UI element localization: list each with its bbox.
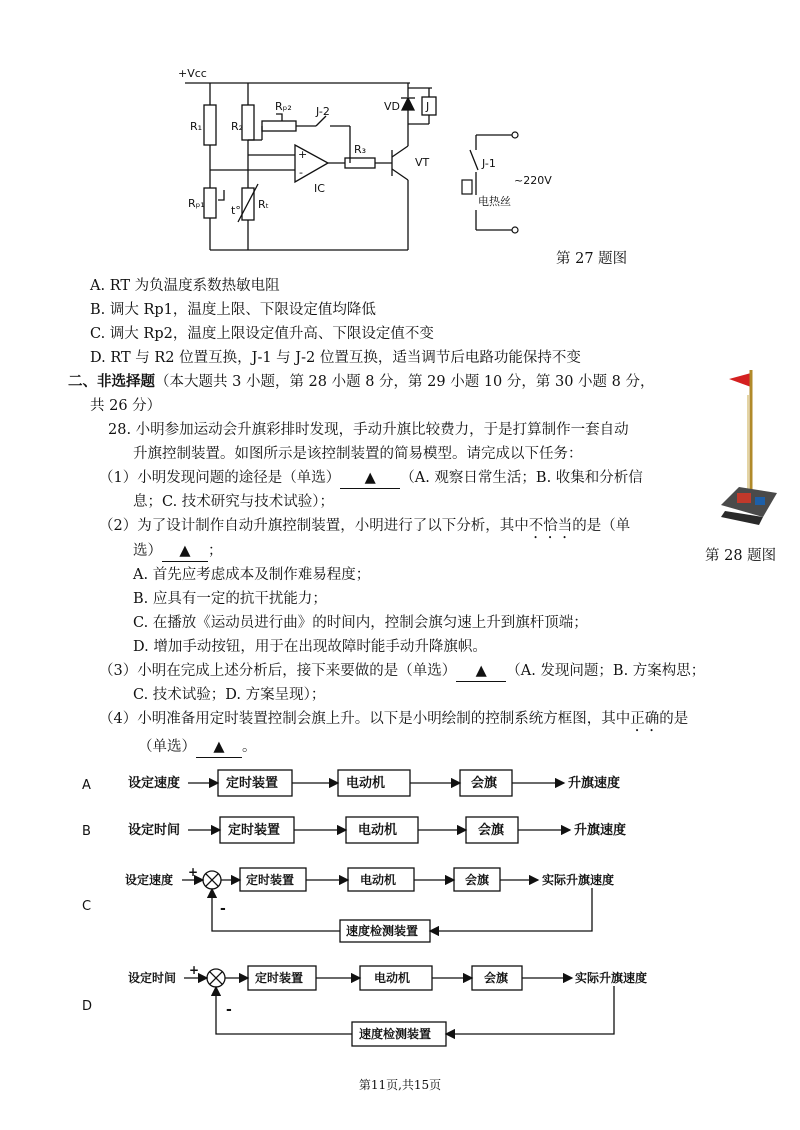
diagram-d-feedback: 速度检测装置: [359, 1027, 432, 1041]
diagram-d-flag: 会旗: [484, 971, 509, 985]
diagram-c-flag: 会旗: [465, 873, 490, 887]
diagram-c-motor: 电动机: [360, 873, 397, 887]
vcc-label: +Vcc: [178, 67, 207, 80]
block-diagrams: [0, 760, 800, 1090]
diagram-b-flag: 会旗: [478, 823, 505, 838]
section-desc: （本大题共 3 小题，第 28 小题 8 分，第 29 小题 10 分，第 30 小题 8 分，: [155, 374, 655, 390]
diagram-a-flag: 会旗: [471, 776, 498, 791]
diagram-d-motor: 电动机: [374, 971, 411, 985]
heater-label: 电热丝: [478, 195, 511, 208]
diagram-b-input: 设定时间: [128, 823, 181, 838]
j-label: J: [426, 100, 430, 113]
diagram-d-output: 实际升旗速度: [575, 971, 648, 985]
diagram-c-output: 实际升旗速度: [542, 873, 615, 887]
r1-label: R₁: [190, 120, 203, 133]
diagram-a-output: 升旗速度: [568, 776, 621, 791]
r3-label: R₃: [354, 143, 367, 156]
emphasis-correct: 正确: [630, 711, 660, 727]
answer-blank-4[interactable]: ▲: [196, 737, 242, 758]
diagram-b-output: 升旗速度: [574, 823, 627, 838]
q28-part4: （4）小明准备用定时装置控制会旗上升。以下是小明绘制的控制系统方框图，其中正确的是: [99, 711, 689, 727]
q28-part2-option-b: B. 应具有一定的抗干扰能力；: [133, 591, 327, 607]
q28-part4-cont: （单选） ▲ 。: [138, 737, 257, 758]
q28-part2-cont: 选） ▲ ；: [133, 541, 223, 562]
section-title: 二、非选择题: [68, 373, 155, 390]
q28-part3: （3）小明在完成上述分析后，接下来要做的是（单选） ▲ （A. 发现问题；B. 方案构思；: [99, 661, 705, 682]
q28-part1: （1）小明发现问题的途径是（单选） ▲ （A. 观察日常生活；B. 收集和分析信: [99, 468, 643, 489]
figure-caption-27: 第 27 题图: [556, 251, 628, 267]
page-footer: 第11页,共15页: [358, 1078, 442, 1092]
answer-blank-1[interactable]: ▲: [340, 468, 400, 489]
diagram-a-letter: A: [82, 778, 91, 793]
rp1-label: Rₚ₁: [188, 197, 205, 210]
q28-part2: （2）为了设计制作自动升旗控制装置，小明进行了以下分析，其中不恰当的是（单: [99, 518, 631, 534]
q28-part1-cont: 息；C. 技术研究与技术试验）；: [133, 494, 335, 510]
q27-option-b: B. 调大 Rp1，温度上限、下限设定值均降低: [90, 302, 376, 318]
diagram-b-timer: 定时装置: [228, 823, 281, 838]
diagram-c-minus: -: [220, 901, 226, 917]
voltage-label: ~220V: [514, 174, 552, 187]
minus-label: -: [299, 166, 303, 179]
q28-stem-1: 28. 小明参加运动会升旗彩排时发现，手动升旗比较费力，于是打算制作一套自动: [108, 422, 629, 438]
diagram-c-feedback: 速度检测装置: [346, 924, 419, 938]
diagram-b-letter: B: [82, 824, 91, 839]
diagram-c-input: 设定速度: [125, 873, 174, 887]
diagram-d-input: 设定时间: [128, 971, 177, 985]
diagram-d-letter: D: [82, 999, 93, 1014]
q28-part2-option-d: D. 增加手动按钮，用于在出现故障时能手动升降旗帜。: [133, 639, 487, 655]
q28-stem-2: 升旗控制装置。如图所示是该控制装置的简易模型。请完成以下任务：: [133, 446, 583, 462]
diagram-b-motor: 电动机: [358, 823, 398, 838]
diagram-d-plus: +: [189, 963, 200, 977]
figure-caption-28: 第 28 题图: [705, 548, 777, 564]
vd-label: VD: [384, 100, 400, 113]
diagram-c-letter: C: [82, 899, 92, 914]
q27-option-c: C. 调大 Rp2，温度上限设定值升高、下限设定值不变: [90, 326, 434, 342]
q27-option-a: A. RT 为负温度系数热敏电阻: [90, 278, 280, 294]
diagram-d-timer: 定时装置: [255, 971, 304, 985]
flag-model-image: [715, 365, 785, 530]
ic-label: IC: [314, 182, 325, 195]
j1-label: J-1: [482, 157, 496, 170]
rt-label: Rₜ: [258, 198, 269, 211]
vt-label: VT: [415, 156, 430, 169]
q28-part2-option-c: C. 在播放《运动员进行曲》的时间内，控制会旗匀速上升到旗杆顶端；: [133, 615, 588, 631]
section-header: [68, 372, 655, 392]
diagram-a-motor: 电动机: [346, 776, 386, 791]
q27-option-d: D. RT 与 R2 位置互换，J-1 与 J-2 位置互换，适当调节后电路功能保持不变: [90, 350, 581, 366]
diagram-c-plus: +: [188, 865, 199, 879]
emphasis-not-appropriate: 不恰当: [528, 518, 573, 534]
answer-blank-3[interactable]: ▲: [456, 661, 506, 682]
plus-label: +: [298, 148, 308, 161]
q28-part3-cont: C. 技术试验；D. 方案呈现）；: [133, 687, 326, 703]
answer-blank-2[interactable]: ▲: [162, 541, 208, 562]
r2-label: R₂: [231, 120, 244, 133]
diagram-a-input: 设定速度: [128, 776, 181, 791]
circuit-diagram: [0, 0, 800, 280]
diagram-c-timer: 定时装置: [246, 873, 295, 887]
diagram-a-timer: 定时装置: [226, 776, 279, 791]
j2-label: J-2: [316, 105, 330, 118]
q28-part2-option-a: A. 首先应考虑成本及制作难易程度；: [133, 567, 371, 583]
rp2-label: Rₚ₂: [275, 100, 292, 113]
section-desc-2: 共 26 分）: [90, 398, 162, 414]
temp-label: t°: [231, 204, 241, 217]
diagram-d-minus: -: [226, 1002, 232, 1018]
